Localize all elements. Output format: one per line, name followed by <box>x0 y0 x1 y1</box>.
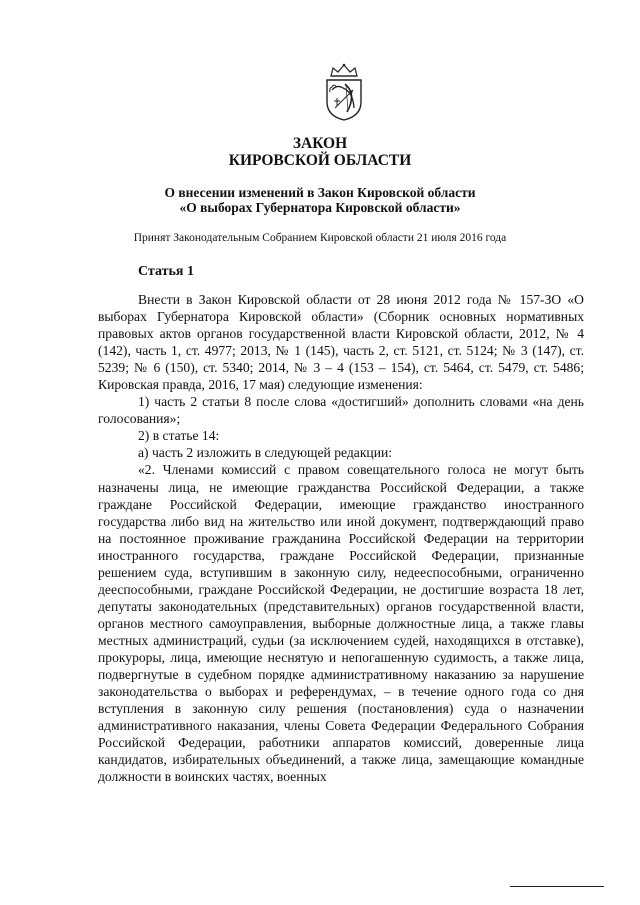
article-paragraph: Внести в Закон Кировской области от 28 июня 2012 года № 157-ЗО «О выборах Губернатора Кировской области» (Сборник основных нормативных правовых актов органов государственной власти Кировской области, 2012, № 4 (142), часть 1, ст. 4977; 2013, № 1 (145), часть 2, ст. 5121, ст. 5124; № 3 (147), ст. 5239; № 6 (150), ст. 5340; 2014, № 3 – 4 (153 – 154), ст. 5464, ст. 5479, ст. 5486; Кировская правда, 2016, 17 мая) следующие изменения: <box>98 292 584 393</box>
kirov-oblast-coat-of-arms-icon <box>323 62 365 122</box>
article-paragraph: 1) часть 2 статьи 8 после слова «достигший» дополнить словами «на день голосования»; <box>98 394 584 427</box>
document-subtitle-line-1: О внесении изменений в Закон Кировской области <box>164 185 476 200</box>
article-heading: Статья 1 <box>138 264 194 279</box>
document-title-line-2: КИРОВСКОЙ ОБЛАСТИ <box>228 152 412 169</box>
article-paragraph: 2) в статье 14: <box>138 428 220 444</box>
article-body <box>98 291 584 785</box>
document-subtitle-line-2: «О выборах Губернатора Кировской области» <box>179 200 461 215</box>
article-paragraph: «2. Членами комиссий с правом совещательного голоса не могут быть назначены лица, не имеющие гражданства Российской Федерации, а также граждане Российской Федерации, имеющие гражданство иностранного государства либо вид на жительство или иной документ, подтверждающий право на постоянное проживание гражданина Российской Федерации на территории иностранного государства, граждане Российской Федерации, признанные решением суда, вступившим в законную силу, недееспособными, ограниченно дееспособными, граждане Российской Федерации, не достигшие возраста 18 лет, депутаты законодательных (представительных) органов государственной власти, органов местного самоуправления, выборные должностные лица, а также главы местных администраций, судьи (за исключением судей, находящихся в отставке), прокуроры, лица, имеющие неснятую и непогашенную судимость, а также лица, подвергнутые в судебном порядке административному наказанию за нарушение законодательства о выборах и референдумах, – в течение одного года со дня вступления в законную силу решения (постановления) суда о назначении административного наказания, члены Совета Федерации Федерального Собрания Российской Федерации, работники аппаратов комиссий, доверенные лица кандидатов, избирательных объединений, а также лица, замещающие командные должности в воинских частях, военных <box>98 462 584 785</box>
adoption-note: Принят Законодательным Собранием Кировской области 21 июля 2016 года <box>133 232 507 244</box>
footer-rule <box>510 886 604 887</box>
document-title-line-1: ЗАКОН <box>292 135 348 152</box>
article-paragraph: а) часть 2 изложить в следующей редакции: <box>138 445 393 461</box>
